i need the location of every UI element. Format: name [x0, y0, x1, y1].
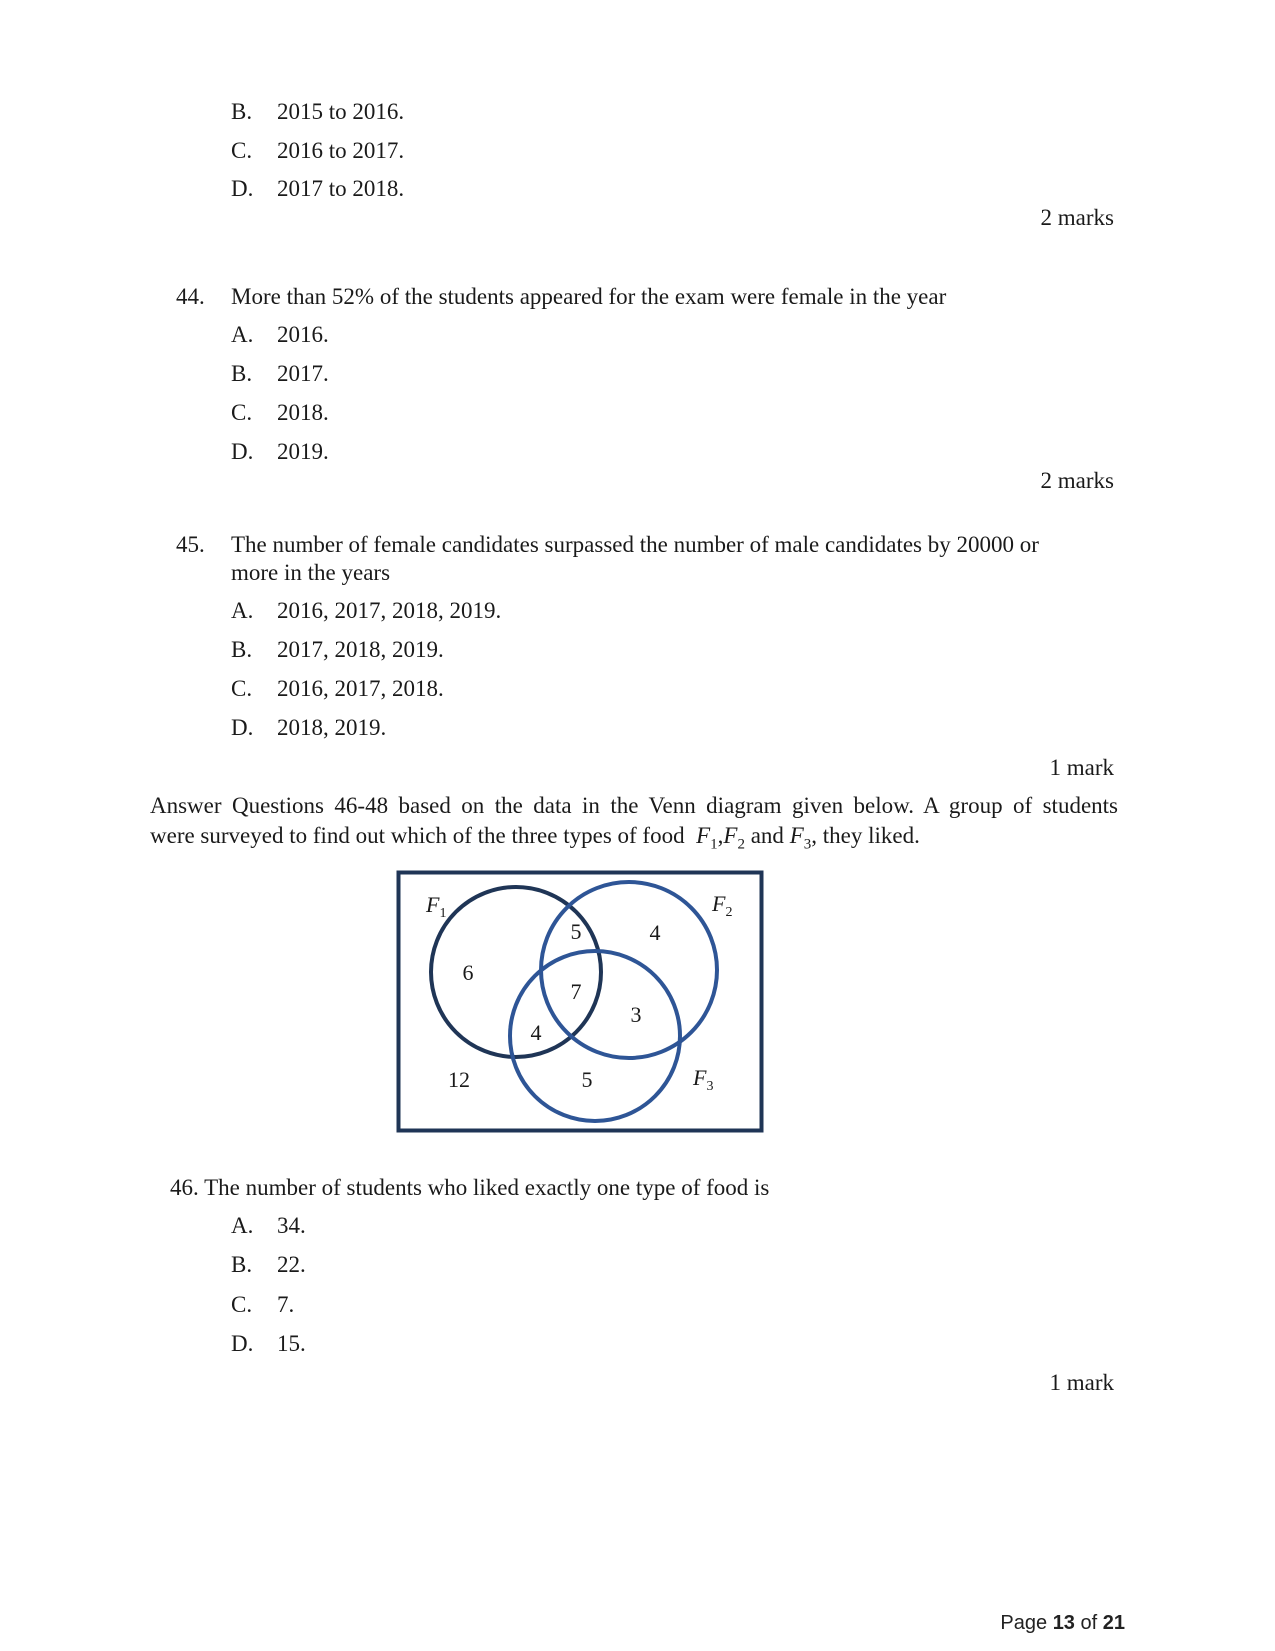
option-letter: B. [231, 99, 253, 124]
venn-label-f2: $F_2$ [712, 891, 733, 920]
option-c [231, 137, 404, 165]
option-d [231, 438, 329, 466]
option-text: 7. [277, 1292, 295, 1317]
option-letter: B. [231, 637, 253, 662]
option-letter: D. [231, 176, 254, 201]
intro-line1: Answer Questions 46-48 based on the data in the Venn diagram given below. A group of students [150, 793, 1118, 818]
venn-region-f3-only: 5 [581, 1067, 593, 1092]
option-d [231, 714, 386, 742]
option-b [231, 98, 404, 126]
option-text: 2016. [277, 322, 329, 347]
option-letter: B. [231, 361, 253, 386]
math-f3: $F_3$ [789, 823, 812, 853]
option-text: 2017, 2018, 2019. [277, 637, 444, 662]
footer-of-word: of [1080, 1612, 1098, 1634]
option-c [231, 1291, 294, 1319]
option-letter: C. [231, 1292, 253, 1317]
option-text: 22. [277, 1252, 306, 1277]
intro-line2 [150, 821, 1118, 851]
option-a [231, 321, 329, 349]
venn-circle-f3 [510, 951, 680, 1121]
math-f2: $F_2$ [723, 823, 745, 853]
option-d [231, 175, 404, 203]
venn-label-f1: $F_1$ [426, 892, 447, 921]
option-letter: A. [231, 322, 254, 347]
option-letter: A. [231, 1213, 254, 1238]
option-text: 2016 to 2017. [277, 138, 405, 163]
intro-paragraph [150, 791, 1118, 851]
option-letter: C. [231, 138, 253, 163]
question-number: 44. [176, 284, 205, 309]
option-b [231, 636, 444, 664]
venn-label-f3: $F_3$ [693, 1065, 714, 1094]
venn-region-f2-f3: 3 [630, 1002, 642, 1027]
option-d [231, 1330, 306, 1358]
venn-region-f1-f3: 4 [530, 1020, 542, 1045]
marks-q46: 1 mark [1049, 1370, 1114, 1395]
option-letter: D. [231, 715, 254, 740]
question-text: More than 52% of the students appeared for the exam were female in the year [231, 284, 947, 309]
footer-current-page: 13 [1052, 1612, 1075, 1634]
option-c [231, 399, 329, 427]
option-text: 2015 to 2016. [277, 99, 405, 124]
marks-q45: 1 mark [1049, 755, 1114, 780]
venn-region-none: 12 [448, 1067, 470, 1092]
question-text: The number of students who liked exactly one type of food is [204, 1175, 770, 1200]
option-c [231, 675, 444, 703]
footer-page-word: Page [1000, 1612, 1048, 1634]
option-letter: C. [231, 676, 253, 701]
venn-circle-f2 [541, 882, 717, 1058]
option-text: 2019. [277, 439, 329, 464]
option-b [231, 1251, 306, 1279]
option-text: 34. [277, 1213, 306, 1238]
option-text: 2017. [277, 361, 329, 386]
intro-comma: , [717, 823, 724, 848]
marks-q43: 2 marks [1040, 205, 1114, 230]
venn-frame [399, 873, 762, 1131]
question-text-line2: more in the years [231, 560, 391, 585]
footer-total-pages: 21 [1102, 1612, 1125, 1634]
page-footer [1000, 1612, 1125, 1635]
question-text-line1: The number of female candidates surpassed the number of male candidates by 20000 or [231, 532, 1039, 557]
option-letter: D. [231, 1331, 254, 1356]
question-number: 45. [176, 532, 205, 557]
option-letter: A. [231, 598, 254, 623]
question-number: 46. [170, 1175, 199, 1200]
option-text: 2018, 2019. [277, 715, 387, 740]
venn-region-all: 7 [570, 979, 582, 1004]
question-46 [170, 1174, 769, 1202]
option-text: 15. [277, 1331, 306, 1356]
option-text: 2018. [277, 400, 329, 425]
intro-and: and [750, 823, 784, 848]
marks-q44: 2 marks [1040, 468, 1114, 493]
option-letter: B. [231, 1252, 253, 1277]
venn-region-f1-only: 6 [462, 960, 474, 985]
option-b [231, 360, 329, 388]
venn-region-f2-only: 4 [649, 920, 661, 945]
option-text: 2017 to 2018. [277, 176, 405, 201]
option-letter: D. [231, 439, 254, 464]
option-text: 2016, 2017, 2018, 2019. [277, 598, 502, 623]
intro-text-end: , they liked. [811, 823, 920, 848]
math-f1: $F_1$ [696, 823, 718, 853]
option-letter: C. [231, 400, 253, 425]
option-a [231, 597, 501, 625]
option-text: 2016, 2017, 2018. [277, 676, 444, 701]
option-a [231, 1212, 306, 1240]
intro-text: were surveyed to find out which of the three types of food [150, 823, 685, 848]
venn-circle-f1 [431, 887, 601, 1057]
venn-region-f1-f2: 5 [570, 919, 582, 944]
